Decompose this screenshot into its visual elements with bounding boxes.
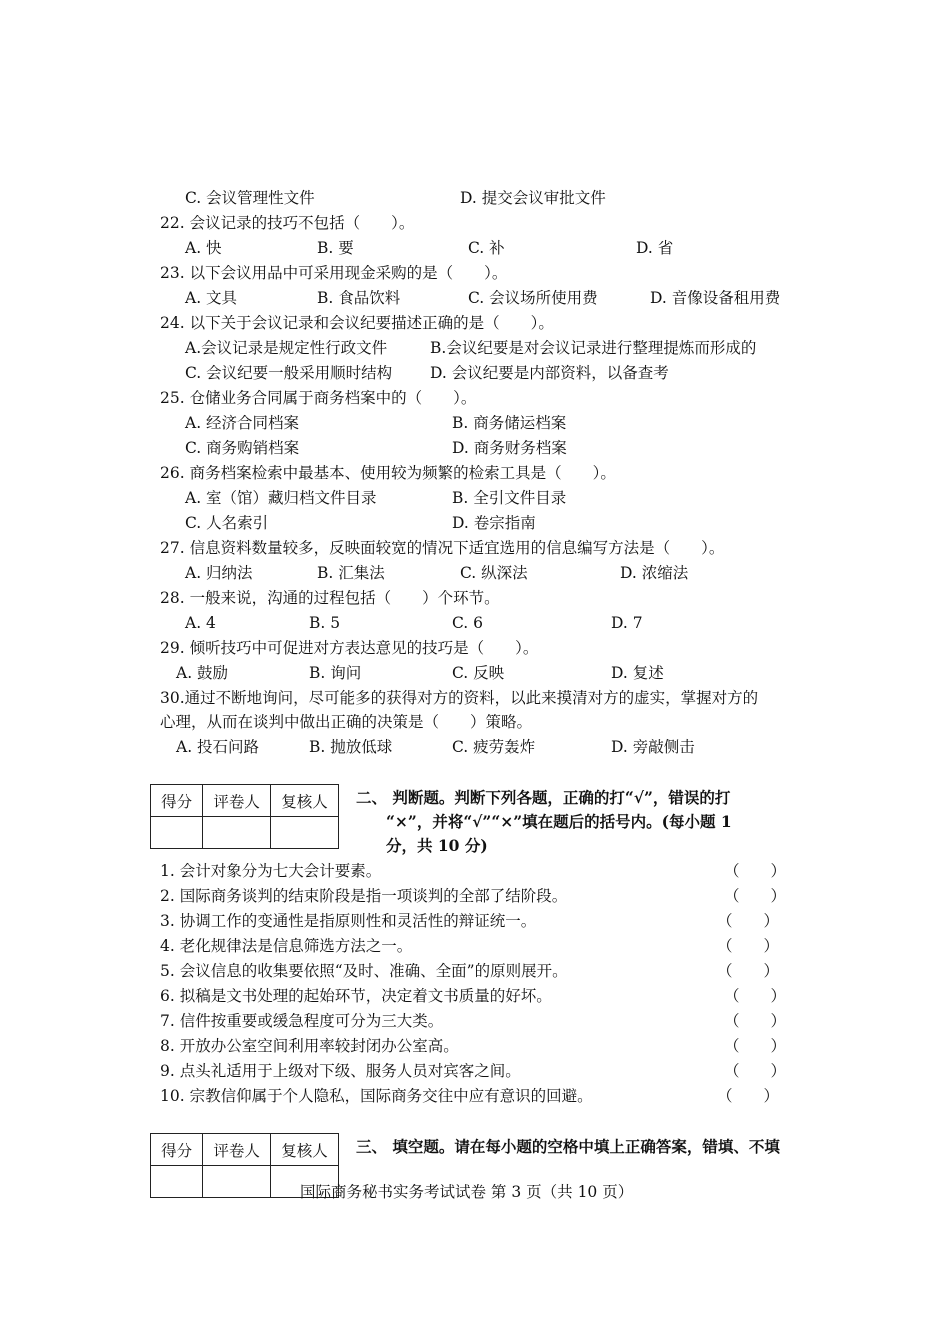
section3-heading-line1: 三、 填空题。请在每小题的空格中填上正确答案，错填、不填: [356, 1137, 780, 1156]
q29-stem: 29. 倾听技巧中可促进对方表达意见的技巧是（ ）。: [160, 639, 539, 657]
reviewer-cell[interactable]: [271, 817, 339, 849]
q28-option-c: C. 6: [452, 614, 484, 632]
q25-stem: 25. 仓储业务合同属于商务档案中的（ ）。: [160, 389, 477, 407]
tf-answer-paren-8[interactable]: （ ）: [724, 1037, 787, 1055]
q22-option-a: A. 快: [185, 239, 222, 257]
q22-stem: 22. 会议记录的技巧不包括（ ）。: [160, 214, 415, 232]
q28-option-b: B. 5: [309, 614, 341, 632]
q28-option-a: A. 4: [185, 614, 216, 632]
q27-option-c: C. 纵深法: [460, 564, 528, 582]
tf-item-3: 3. 协调工作的变通性是指原则性和灵活性的辩证统一。: [160, 912, 537, 930]
tf-answer-paren-7[interactable]: （ ）: [724, 1012, 787, 1030]
tf-item-9: 9. 点头礼适用于上级对下级、服务人员对宾客之间。: [160, 1062, 521, 1080]
q23-option-c: C. 会议场所使用费: [468, 289, 598, 307]
q24-option-a: A.会议记录是规定性行政文件: [185, 339, 388, 357]
tf-item-7: 7. 信件按重要或缓急程度可分为三大类。: [160, 1012, 444, 1030]
q25-option-a: A. 经济合同档案: [185, 414, 300, 432]
tf-item-6: 6. 拟稿是文书处理的起始环节，决定着文书质量的好坏。: [160, 987, 552, 1005]
q29-option-c: C. 反映: [452, 664, 505, 682]
q25-option-d: D. 商务财务档案: [452, 439, 567, 457]
tf-item-2: 2. 国际商务谈判的结束阶段是指一项谈判的全部了结阶段。: [160, 887, 568, 905]
tf-answer-paren-4[interactable]: （ ）: [717, 937, 780, 955]
q22-option-c: C. 补: [468, 239, 505, 257]
q24-option-b: B.会议纪要是对会议记录进行整理提炼而形成的: [430, 339, 757, 357]
tf-answer-paren-5[interactable]: （ ）: [717, 962, 780, 980]
section2-heading-line1: 二、 判断题。判断下列各题，正确的打“√”，错误的打: [356, 788, 731, 807]
tf-answer-paren-10[interactable]: （ ）: [717, 1087, 780, 1105]
grader-header: 评卷人: [203, 785, 271, 817]
q27-option-d: D. 浓缩法: [620, 564, 689, 582]
q24-option-d: D. 会议纪要是内部资料，以备查考: [430, 364, 669, 382]
grader-header: 评卷人: [203, 1134, 271, 1166]
q24-stem: 24. 以下关于会议记录和会议纪要描述正确的是（ ）。: [160, 314, 554, 332]
q24-option-c: C. 会议纪要一般采用顺时结构: [185, 364, 393, 382]
q22-option-b: B. 要: [317, 239, 354, 257]
q27-stem: 27. 信息资料数量较多，反映面较宽的情况下适宜选用的信息编写方法是（ ）。: [160, 539, 725, 557]
score-header: 得分: [151, 1134, 203, 1166]
q26-option-a: A. 室（馆）藏归档文件目录: [185, 489, 377, 507]
page-footer: 国际商务秘书实务考试试卷 第 3 页（共 10 页）: [300, 1183, 634, 1201]
q25-option-b: B. 商务储运档案: [452, 414, 567, 432]
score-cell[interactable]: [151, 1166, 203, 1198]
score-table-section2: [150, 784, 339, 849]
q21-option-c: C. 会议管理性文件: [185, 189, 315, 207]
q25-option-c: C. 商务购销档案: [185, 439, 300, 457]
tf-answer-paren-3[interactable]: （ ）: [717, 912, 780, 930]
q23-option-d: D. 音像设备租用费: [650, 289, 781, 307]
score-header: 得分: [151, 785, 203, 817]
grader-cell[interactable]: [203, 1166, 271, 1198]
q22-option-d: D. 省: [636, 239, 674, 257]
q30-option-b: B. 抛放低球: [309, 738, 393, 756]
q30-option-d: D. 旁敲侧击: [611, 738, 695, 756]
reviewer-header: 复核人: [271, 785, 339, 817]
q30-option-a: A. 投石问路: [176, 738, 260, 756]
q23-option-b: B. 食品饮料: [317, 289, 401, 307]
q29-option-b: B. 询问: [309, 664, 362, 682]
q27-option-b: B. 汇集法: [317, 564, 385, 582]
q26-option-d: D. 卷宗指南: [452, 514, 536, 532]
tf-item-5: 5. 会议信息的收集要依照“及时、准确、全面”的原则展开。: [160, 962, 568, 980]
q27-option-a: A. 归纳法: [185, 564, 253, 582]
tf-item-8: 8. 开放办公室空间利用率较封闭办公室高。: [160, 1037, 459, 1055]
q26-stem: 26. 商务档案检索中最基本、使用较为频繁的检索工具是（ ）。: [160, 464, 616, 482]
tf-answer-paren-1[interactable]: （ ）: [724, 862, 787, 880]
score-cell[interactable]: [151, 817, 203, 849]
tf-item-4: 4. 老化规律法是信息筛选方法之一。: [160, 937, 413, 955]
q30-stem-line1: 30.通过不断地询问，尽可能多的获得对方的资料，以此来摸清对方的虚实，掌握对方的: [160, 689, 759, 707]
q30-stem-line2: 心理，从而在谈判中做出正确的决策是（ ）策略。: [160, 713, 533, 731]
q26-option-b: B. 全引文件目录: [452, 489, 567, 507]
q29-option-a: A. 鼓励: [176, 664, 229, 682]
q23-stem: 23. 以下会议用品中可采用现金采购的是（ ）。: [160, 264, 508, 282]
q29-option-d: D. 复述: [611, 664, 664, 682]
q23-option-a: A. 文具: [185, 289, 238, 307]
q28-stem: 28. 一般来说，沟通的过程包括（ ）个环节。: [160, 589, 500, 607]
q26-option-c: C. 人名索引: [185, 514, 269, 532]
reviewer-header: 复核人: [271, 1134, 339, 1166]
section2-heading-line2: “×”，并将“√”“×”填在题后的括号内。(每小题 1: [386, 812, 732, 831]
q30-option-c: C. 疲劳轰炸: [452, 738, 536, 756]
tf-item-10: 10. 宗教信仰属于个人隐私，国际商务交往中应有意识的回避。: [160, 1087, 593, 1105]
tf-answer-paren-9[interactable]: （ ）: [724, 1062, 787, 1080]
tf-answer-paren-6[interactable]: （ ）: [724, 987, 787, 1005]
tf-item-1: 1. 会计对象分为七大会计要素。: [160, 862, 382, 880]
tf-answer-paren-2[interactable]: （ ）: [724, 887, 787, 905]
grader-cell[interactable]: [203, 817, 271, 849]
q28-option-d: D. 7: [611, 614, 643, 632]
section2-heading-line3: 分，共 10 分): [386, 836, 488, 855]
q21-option-d: D. 提交会议审批文件: [460, 189, 606, 207]
